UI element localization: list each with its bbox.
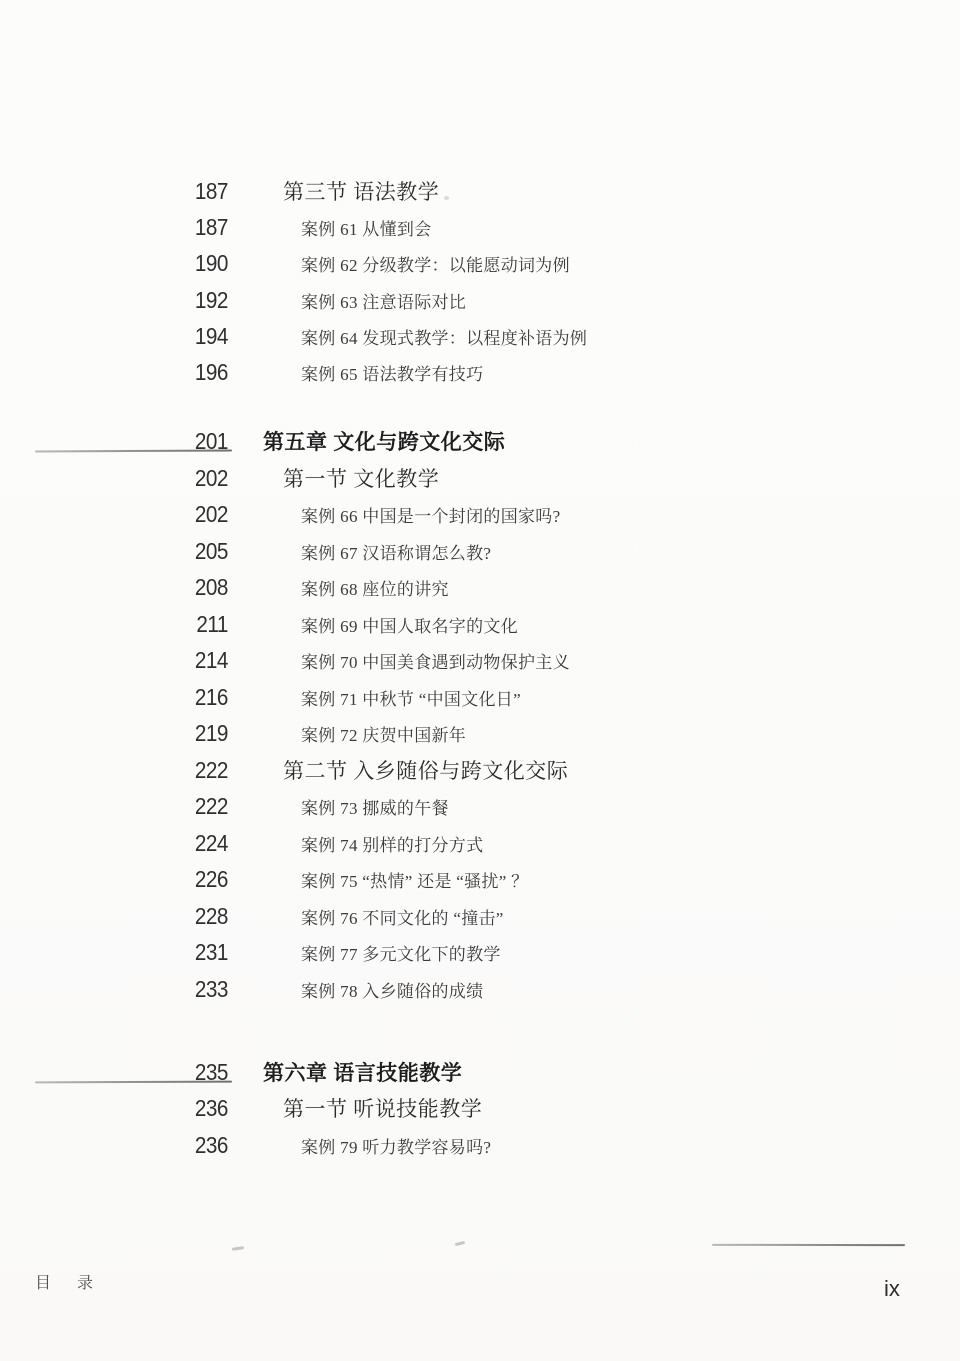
toc-entry (0, 533, 960, 569)
toc-entry-title: 第一节 听说技能教学 (283, 1097, 483, 1121)
toc-entry (0, 642, 960, 678)
scan-artifact (232, 1246, 244, 1251)
toc-entry-title: 案例 64 发现式教学：以程度补语为例 (301, 328, 588, 348)
toc-entry (0, 1127, 960, 1163)
toc-entry-page: 187 (194, 177, 228, 204)
toc-entry (0, 606, 960, 642)
toc-entry (0, 423, 960, 459)
toc-entry (0, 825, 960, 861)
toc-entry-page: 224 (194, 829, 228, 856)
toc-entry-page: 216 (194, 683, 228, 710)
toc-entry-page: 219 (194, 719, 228, 746)
toc-entry-page: 196 (194, 358, 228, 385)
scan-artifact (455, 1241, 465, 1246)
toc-entry-title: 案例 67 汉语称谓怎么教? (301, 543, 492, 563)
toc-entry-title: 案例 79 听力教学容易吗? (301, 1137, 492, 1157)
toc-entry-page: 211 (196, 610, 228, 637)
page-number: ix (884, 1276, 900, 1301)
toc-entry-title: 案例 65 语法教学有技巧 (301, 364, 484, 384)
toc-entry-title: 案例 70 中国美食遇到动物保护主义 (301, 652, 570, 672)
toc-entry-page: 202 (194, 500, 228, 527)
toc-entry-page: 187 (194, 213, 228, 240)
toc-entry-title: 案例 78 入乡随俗的成绩 (301, 981, 484, 1001)
toc-entry (0, 679, 960, 715)
toc-entry-page: 192 (194, 286, 228, 313)
toc-entry-title: 第三节 语法教学 (283, 180, 440, 204)
toc-entry-title: 案例 63 注意语际对比 (301, 292, 467, 312)
toc-entry (0, 861, 960, 897)
toc-entry (0, 971, 960, 1007)
toc-entry (0, 173, 960, 209)
toc-entry-page: 235 (194, 1058, 228, 1085)
toc-entry-title: 案例 77 多元文化下的教学 (301, 944, 501, 964)
toc-entry-page: 236 (194, 1094, 228, 1121)
toc-entry-title: 案例 66 中国是一个封闭的国家吗? (301, 506, 561, 526)
footer-rule-line (712, 1244, 905, 1246)
footer-section-label: 目 录 (35, 1275, 105, 1292)
toc-entry-title: 案例 75 “热情” 还是 “骚扰” ？ (301, 871, 529, 891)
toc-entry (0, 715, 960, 751)
toc-entry-title: 案例 72 庆贺中国新年 (301, 725, 467, 745)
toc-entry (0, 898, 960, 934)
toc-entry-title: 案例 69 中国人取名字的文化 (301, 616, 518, 636)
toc-entry-page: 214 (194, 646, 228, 673)
toc-entry-title: 第一节 文化教学 (283, 467, 440, 491)
scan-artifact (444, 196, 449, 200)
toc-entry-title: 案例 71 中秋节 “中国文化日” (301, 689, 521, 709)
toc-entry (0, 496, 960, 532)
toc-entry (0, 934, 960, 970)
toc-entry-page: 205 (194, 537, 228, 564)
toc-entry-page: 231 (194, 938, 228, 965)
toc-entry-page: 202 (194, 464, 228, 491)
toc-entry (0, 460, 960, 496)
toc-entry-title: 案例 74 别样的打分方式 (301, 835, 484, 855)
toc-entry-title: 案例 61 从懂到会 (301, 219, 432, 239)
toc-entry-page: 226 (194, 865, 228, 892)
toc-entry-page: 208 (194, 573, 228, 600)
toc-entry (0, 1054, 960, 1090)
toc-entry-page: 201 (194, 427, 228, 454)
toc-entry (0, 318, 960, 354)
toc-entry-title: 案例 62 分级教学：以能愿动词为例 (301, 255, 570, 275)
toc-entry (0, 752, 960, 788)
toc-entry-page: 222 (194, 792, 228, 819)
toc-entry (0, 1090, 960, 1126)
toc-entry-title: 案例 73 挪威的午餐 (301, 798, 449, 818)
toc-entry (0, 788, 960, 824)
toc-entry-title: 第五章 文化与跨文化交际 (263, 430, 506, 454)
toc-entry (0, 282, 960, 318)
toc-entry-title: 第六章 语言技能教学 (263, 1061, 463, 1085)
toc-entry-page: 222 (194, 756, 228, 783)
toc-entry (0, 569, 960, 605)
toc-entry (0, 354, 960, 390)
toc-entry-page: 233 (194, 975, 228, 1002)
toc-entry-page: 228 (194, 902, 228, 929)
toc-entry-title: 案例 68 座位的讲究 (301, 579, 449, 599)
toc-entry-title: 第二节 入乡随俗与跨文化交际 (283, 759, 569, 783)
toc-entry-page: 194 (194, 322, 228, 349)
toc-entry-page: 190 (194, 249, 228, 276)
toc-entry (0, 209, 960, 245)
toc-entry (0, 245, 960, 281)
toc-entry-page: 236 (194, 1131, 228, 1158)
toc-entry-title: 案例 76 不同文化的 “撞击” (301, 908, 504, 928)
